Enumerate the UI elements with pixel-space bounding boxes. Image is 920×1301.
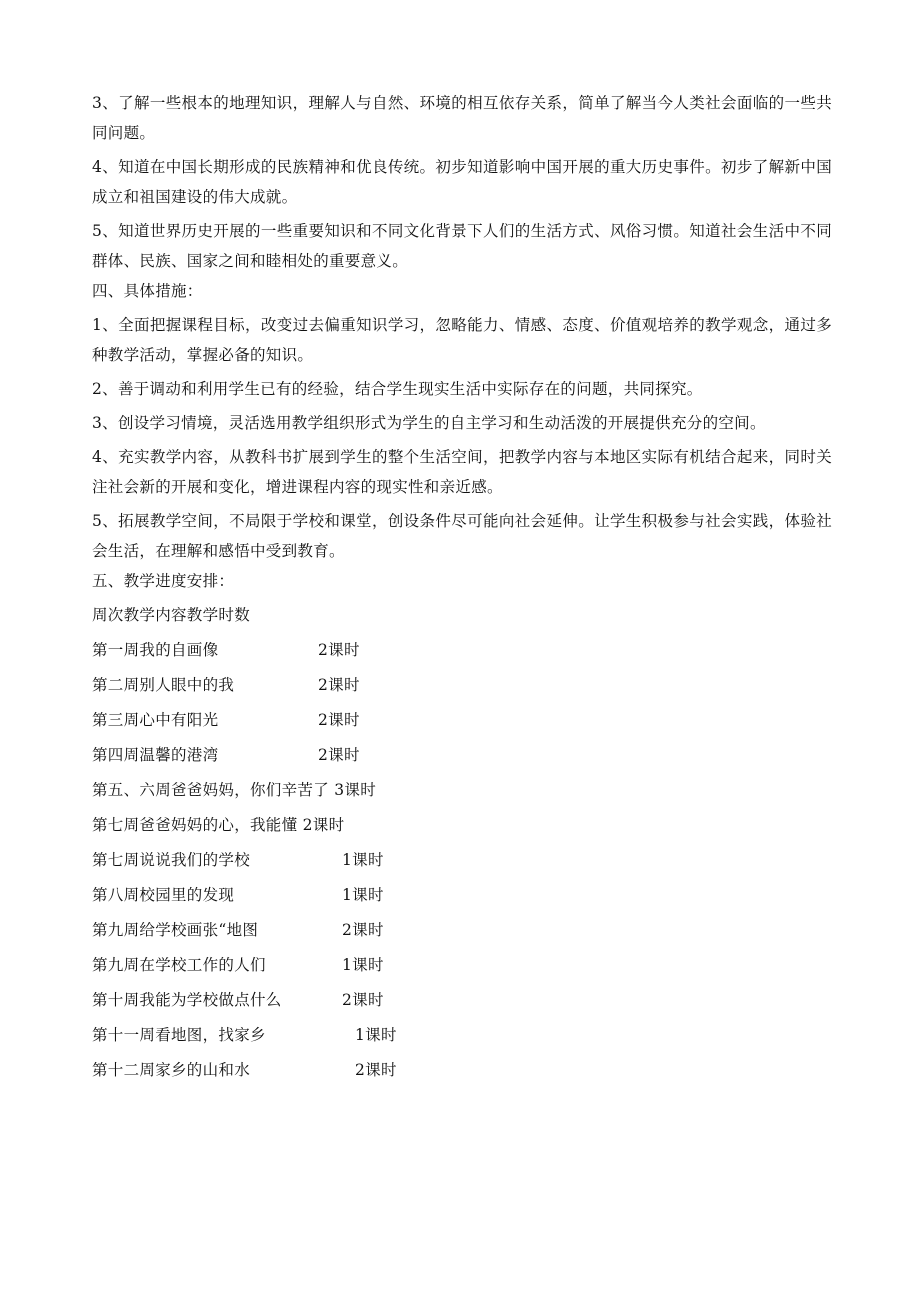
schedule-row-content: 第八周校园里的发现	[92, 886, 235, 904]
schedule-row-content: 第九周在学校工作的人们	[92, 956, 266, 974]
schedule-row	[92, 810, 832, 845]
measure-item-4: 4、充实教学内容，从教科书扩展到学生的整个生活空间，把教学内容与本地区实际有机结合起来，同时关注社会新的开展和变化，增进课程内容的现实性和亲近感。	[92, 448, 832, 496]
goal-paragraph-4: 4、知道在中国长期形成的民族精神和优良传统。初步知道影响中国开展的重大历史事件。初步了解新中国成立和祖国建设的伟大成就。	[92, 158, 832, 206]
schedule-row-hours: 2课时	[318, 711, 360, 729]
schedule-row	[92, 670, 832, 705]
schedule-row-content: 第五、六周爸爸妈妈，你们辛苦了	[92, 781, 330, 799]
schedule-row	[92, 740, 832, 775]
schedule-heading: 五、教学进度安排：	[92, 572, 235, 590]
schedule-row	[92, 845, 832, 880]
schedule-row-content: 第九周给学校画张“地图	[92, 921, 259, 939]
schedule-row	[92, 880, 832, 915]
schedule-row	[92, 985, 832, 1020]
schedule-row	[92, 1055, 832, 1090]
measure-item-1: 1、全面把握课程目标，改变过去偏重知识学习，忽略能力、情感、态度、价值观培养的教学观念，通过多种教学活动，掌握必备的知识。	[92, 316, 832, 364]
schedule-columns-line: 周次教学内容教学时数	[92, 606, 251, 624]
schedule-list	[92, 635, 832, 1090]
schedule-row	[92, 635, 832, 670]
schedule-row-hours: 1课时	[342, 851, 384, 869]
goal-paragraph-3: 3、了解一些根本的地理知识，理解人与自然、环境的相互依存关系，简单了解当今人类社会面临的一些共同问题。	[92, 94, 832, 142]
schedule-row-content: 第二周别人眼中的我	[92, 676, 235, 694]
measures-heading: 四、具体措施：	[92, 282, 203, 300]
schedule-row-content: 第七周说说我们的学校	[92, 851, 251, 869]
schedule-row-hours: 2课时	[342, 991, 384, 1009]
schedule-row	[92, 775, 832, 810]
schedule-row-hours: 2课时	[355, 1061, 397, 1079]
schedule-row-hours: 1课时	[355, 1026, 397, 1044]
schedule-row-hours: 3课时	[334, 781, 377, 799]
schedule-row	[92, 1020, 832, 1055]
goal-paragraph-5: 5、知道世界历史开展的一些重要知识和不同文化背景下人们的生活方式、风俗习惯。知道社会生活中不同群体、民族、国家之间和睦相处的重要意义。	[92, 222, 832, 270]
schedule-row-content: 第七周爸爸妈妈的心，我能懂	[92, 816, 298, 834]
measure-item-3: 3、创设学习情境，灵活选用教学组织形式为学生的自主学习和生动活泼的开展提供充分的空间。	[92, 414, 766, 432]
schedule-row-hours: 2课时	[318, 676, 360, 694]
schedule-row-content: 第一周我的自画像	[92, 641, 219, 659]
schedule-row-hours: 1课时	[342, 886, 384, 904]
measure-item-5: 5、拓展教学空间，不局限于学校和课堂，创设条件尽可能向社会延伸。让学生积极参与社会实践，体验社会生活，在理解和感悟中受到教育。	[92, 512, 832, 560]
schedule-row-hours: 2课时	[302, 816, 345, 834]
schedule-row-hours: 2课时	[318, 746, 360, 764]
schedule-row	[92, 950, 832, 985]
schedule-row-content: 第四周温馨的港湾	[92, 746, 219, 764]
measure-item-2: 2、善于调动和利用学生已有的经验，结合学生现实生活中实际存在的问题，共同探究。	[92, 380, 703, 398]
schedule-row	[92, 915, 832, 950]
schedule-row-content: 第十一周看地图，找家乡	[92, 1026, 266, 1044]
schedule-row-content: 第三周心中有阳光	[92, 711, 219, 729]
schedule-row	[92, 705, 832, 740]
schedule-row-content: 第十二周家乡的山和水	[92, 1061, 251, 1079]
schedule-row-hours: 2课时	[342, 921, 384, 939]
schedule-row-hours: 1课时	[342, 956, 384, 974]
schedule-row-hours: 2课时	[318, 641, 360, 659]
schedule-row-content: 第十周我能为学校做点什么	[92, 991, 282, 1009]
document-page	[92, 88, 832, 1090]
